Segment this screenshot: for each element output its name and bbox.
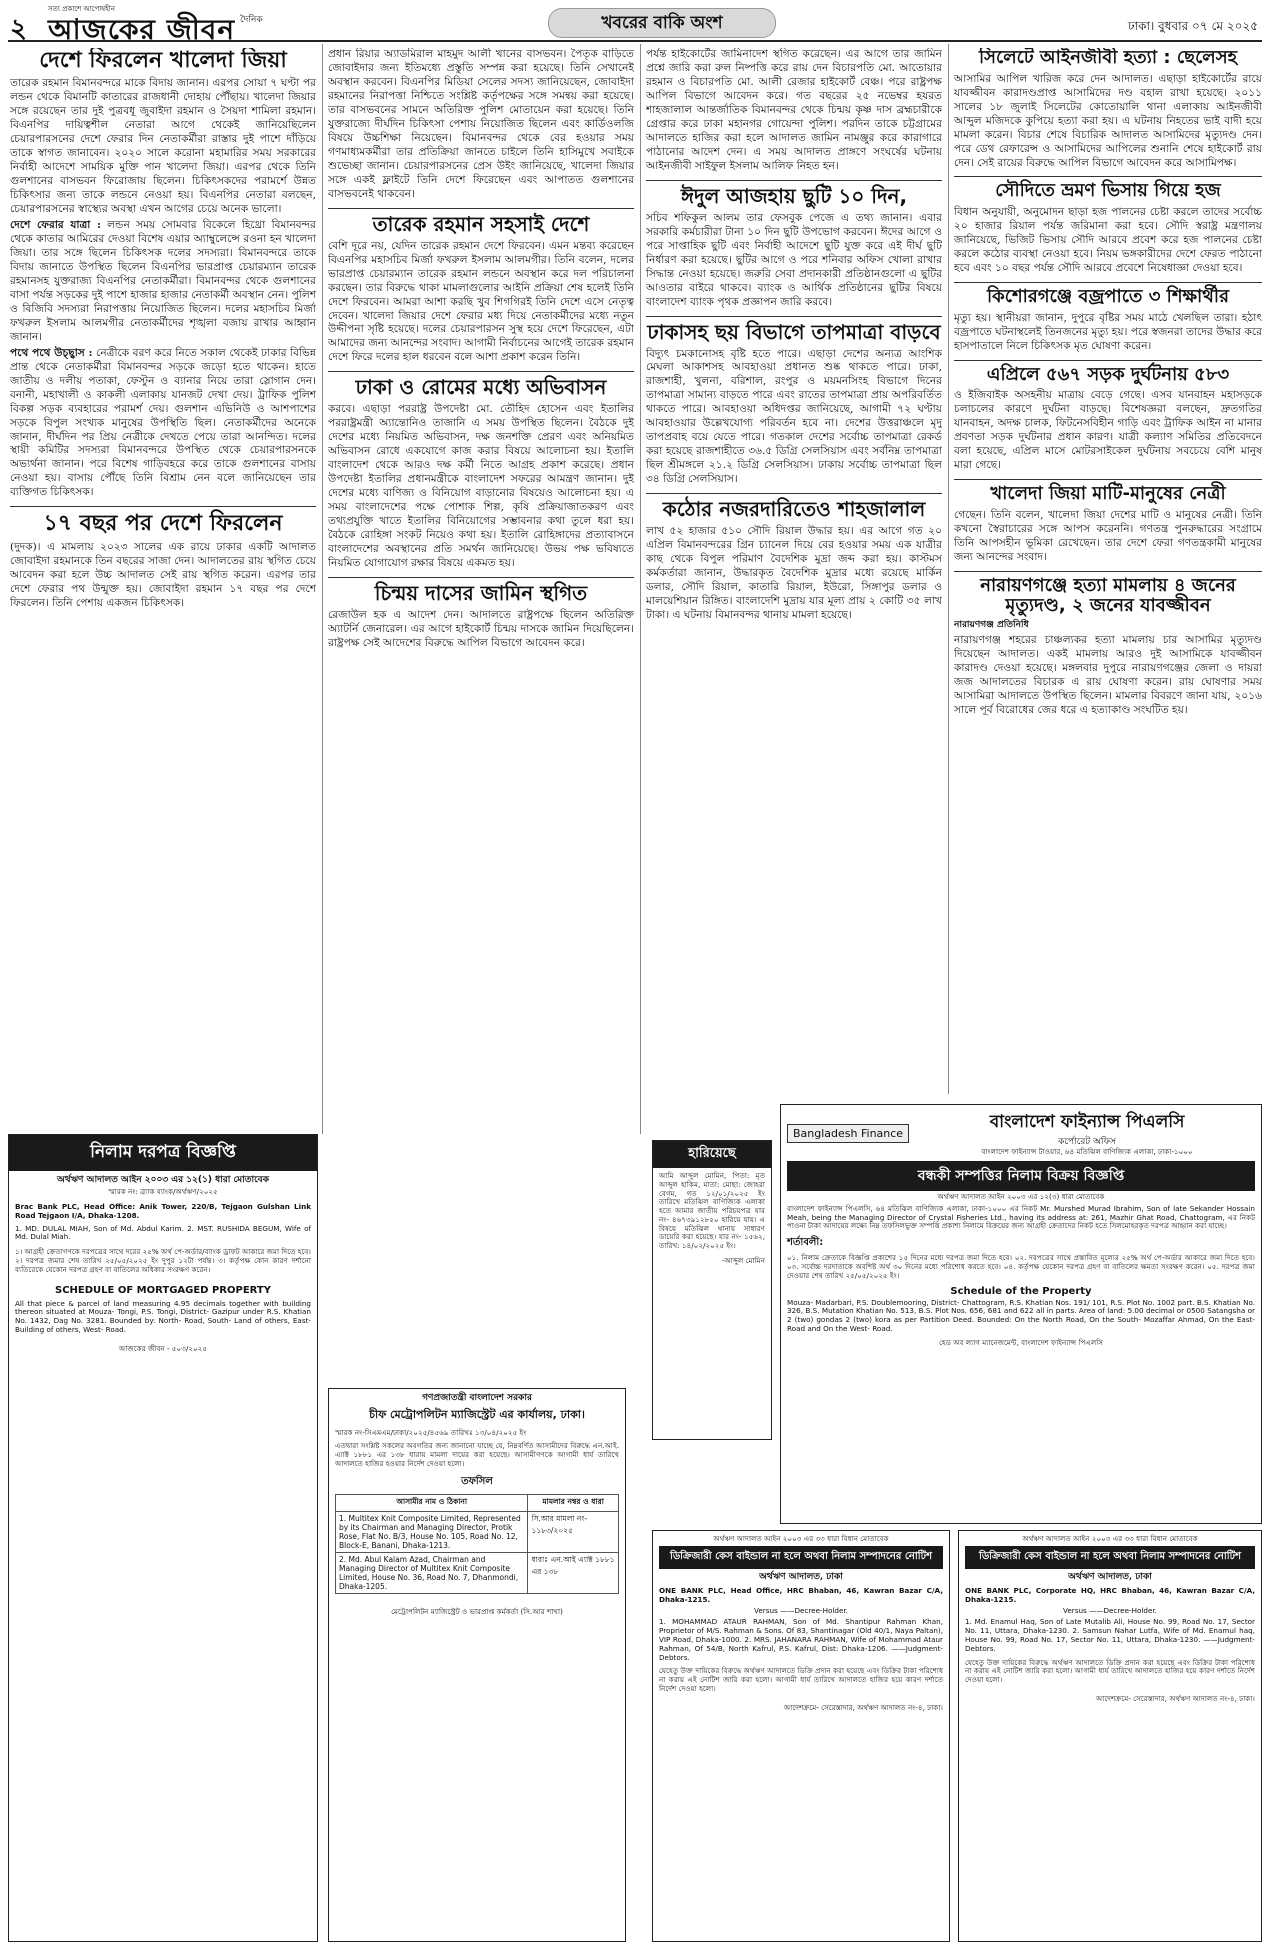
table-title: তফসিল	[461, 1476, 493, 1488]
column-divider	[948, 44, 949, 1094]
headline-saudi-hajj: সৌদিতে ভ্রমণ ভিসায় গিয়ে হজ	[995, 180, 1221, 202]
article-body: বেশি দূরে নয়, যেদিন তারেক রহমান দেশে ফিরবেন। এমন মন্তব্য করেছেন বিএনপির মহাসচিব মির্জা ফখরুল ইসলাম আলমগীর। তিনি বলেন, দলের ভারপ্রাপ্ত চেয়ারম্যান তারেক রহমান লন্ডনে অবস্থান করে দল পরিচালনা করছেন। তার বিরুদ্ধে থাকা মামলাগুলোর আইনি প্রক্রিয়া শেষ হলেই তিনি দেশে ফিরবেন। আমরা আশা করছি খুব শিগগিরই তিনি দেশে এসে নেতৃত্ব দেবেন। খালেদা জিয়ার দেশে ফেরার মধ্য দিয়ে নেতাকর্মীদের মধ্যে নতুন উদ্দীপনা সৃষ্টি হয়েছে। দলের চেয়ারপারসন সুস্থ হয়ে দেশে ফিরেছেন, এটা আমাদের জন্য আনন্দের সংবাদ। আগামী নির্বাচনের আগেই তারেক রহমান দেশে ফিরে দলের হাল ধরবেন বলে আশা প্রকাশ করেন তিনি।	[328, 239, 634, 364]
notice-title: ডিক্রিজারী কেস বাইন্ডাল না হলে অথবা নিলাম সম্পাদনের নোটিশ	[965, 1546, 1255, 1569]
table-cell: সি.আর মামলা নং- ১১৮৩/২০২৫	[528, 1512, 619, 1553]
masthead	[8, 5, 1262, 46]
notice-top: অর্থঋণ আদালত আইন ২০০৩ এর ৩৩ ধারা বিধান মোতাবেক	[1022, 1534, 1198, 1543]
divider	[328, 371, 634, 372]
column-4	[954, 48, 1262, 1100]
divider	[954, 360, 1262, 361]
article-body: করবে। এছাড়া পররাষ্ট্র উপদেষ্টা মো. তৌহিদ হোসেন এবং ইতালির পররাষ্ট্রমন্ত্রী অ্যান্তোনিও তাজানি এ সময় উপস্থিত ছিলেন। বৈঠকে দুই দেশের মধ্যে নিয়মিত অভিবাসন, দক্ষ জনশক্তি প্রেরণ এবং অনিয়মিত অভিবাসন রোধে একযোগে কাজ করার বিষয়ে আলোচনা হয়। ইতালি বাংলাদেশ থেকে আরও দক্ষ কর্মী নিতে আগ্রহ প্রকাশ করেছে। প্রধান উপদেষ্টা ইতালির প্রধানমন্ত্রীকে বাংলাদেশ সফরের আমন্ত্রণ জানান। দুই দেশের মধ্যে বাণিজ্য ও বিনিয়োগ বাড়ানোর বিষয়েও আলোচনা হয়। এ সময় বাংলাদেশের পক্ষে পোশাক শিল্প, কৃষি প্রক্রিয়াজাতকরণ এবং তথ্যপ্রযুক্তি খাতে ইতালির বিনিয়োগের সম্ভাবনার কথা তুলে ধরা হয়। বৈঠকে রোহিঙ্গা সংকট নিয়েও কথা হয়। ইতালি রোহিঙ্গাদের প্রত্যাবাসনে বাংলাদেশের অবস্থানের প্রতি সমর্থন জানিয়েছে। উভয় পক্ষ ভবিষ্যতে নিয়মিত যোগাযোগ রক্ষার বিষয়ে একমত হয়।	[328, 403, 634, 570]
divider	[646, 180, 942, 181]
article-body: নেত্রীকে বরণ করে নিতে সকাল থেকেই ঢাকার বিভিন্ন প্রান্ত থেকে নেতাকর্মীরা বিমানবন্দর সড়কে জড়ো হতে থাকেন। হাতে জাতীয় ও দলীয় পতাকা, ফেস্টুন ও ব্যানার নিয়ে তারা স্লোগান দেন। বনানী, মহাখালী ও কাকলী এলাকায় যানজট দেখা দেয়। ট্রাফিক পুলিশ বিকল্প সড়ক ব্যবহারের পরামর্শ দেয়। গুলশান এভিনিউ ও আশপাশের সড়কে বিপুল সংখ্যক মানুষের উপস্থিতি ছিল। নেতাকর্মীদের অনেকে জানান, দীর্ঘদিন পর প্রিয় নেত্রীকে দেখতে পেয়ে তারা আনন্দিত। দলের স্থায়ী কমিটির সদস্যরা বিমানবন্দরে উপস্থিত থেকে চেয়ারপারসনকে অভ্যর্থনা জানান। পরে বিশেষ গাড়িবহরে করে তাকে গুলশানের বাসায় নেওয়া হয়। বাসায় পৌঁছে তিনি বিশ্রাম নেন বলে জানিয়েছেন তার ব্যক্তিগত চিকিৎসক।	[10, 346, 316, 499]
ad-terms: ১। আগ্রহী ক্রেতাগণকে দরপত্রের সাথে দরের ২৫% অর্থ পে-অর্ডার/ব্যাংক ড্রাফট আকারে জমা দিতে হবে। ২। দরপত্র জমার শেষ তারিখ ২৫/০৫/২০২৫ ইং দুপুর ১২টা পর্যন্ত। ৩। কর্তৃপক্ষ কোন কারণ দর্শানো ব্যতিরেকে যেকোন দরপত্র গ্রহণ বা বাতিলের অধিকার সংরক্ষণ করেন।	[15, 1247, 312, 1274]
column-2	[328, 48, 634, 1378]
lost-sign: -আব্দুল মোমিন	[722, 1256, 765, 1266]
column-3	[646, 48, 942, 1136]
headline-road-accident: এপ্রিলে ৫৬৭ সড়ক দুর্ঘটনায় ৫৮৩	[986, 363, 1230, 385]
ad-footer: মেট্রোপলিটন ম্যাজিস্ট্রেট ও ভারপ্রাপ্ত কর্মকর্তা (সি.আর শাখা)	[391, 1607, 563, 1617]
court-name: অর্থঋণ আদালত, ঢাকা	[759, 1571, 843, 1582]
headline-sylhet: সিলেটে আইনজীবী হত্যা : ছেলেসহ	[978, 48, 1238, 68]
headline-eid-holiday: ঈদুল আজহায় ছুটি ১০ দিন,	[680, 183, 908, 208]
article-body: বিধান অনুযায়ী, অনুমোদন ছাড়া হজ পালনের চেষ্টা করলে তাদের সর্বোচ্চ ২০ হাজার রিয়াল পর্যন্ত জরিমানা করা হবে। সৌদি স্বরাষ্ট্র মন্ত্রণালয় জানিয়েছে, ভিজিট ভিসায় সৌদি আরবে প্রবেশ করে হজ পালনের চেষ্টা করলে কঠোর ব্যবস্থা নেওয়া হবে। নিয়ম ভঙ্গকারীদের দেশে ফেরত পাঠানো হবে এবং ১০ বছর পর্যন্ত সৌদি আরবে প্রবেশে নিষেধাজ্ঞা দেওয়া হবে।	[954, 206, 1262, 275]
schedule-title: Schedule of the Property	[950, 1285, 1092, 1297]
article-body: ও ইজিবাইক অসহনীয় মাত্রায় বেড়ে গেছে। এসব যানবাহন মহাসড়কে চলাচলের কারণে দুর্ঘটনা বাড়ছে। বিশেষজ্ঞরা বলছেন, দ্রুতগতির যানবাহন, অদক্ষ চালক, ফিটনেসবিহীন গাড়ি এবং ট্রাফিক আইন না মানার প্রবণতা সড়ক দুর্ঘটনার প্রধান কারণ। যাত্রী কল্যাণ সমিতির প্রতিবেদনে বলা হয়েছে, এপ্রিল মাসে মোটরসাইকেল দুর্ঘটনায় সবচেয়ে বেশি মানুষ মারা গেছে।	[954, 389, 1262, 472]
schedule-body: Mouza- Madarbari, P.S. Doublemooring, District- Chattogram, R.S. Khatian Nos. 191/ 101, R.S. Plot No. 1002 part. B.S. Khatian No. 326, B.S. Mutation Khatian No. 513, B.S. Plot Nos. 656, 681 and 622 all in parts. Area of land: 5.00 decimal or 0500 Satangsha or 2 (two) gondas 2 (two) kora as per Partition Deed. Bounded: On the North Road, On the South- Mozaffar Ahmad, On the East-Road and On the West- Road.	[787, 1297, 1255, 1333]
decree-notice-ad	[958, 1530, 1262, 1942]
ad-reference: স্মারক নং: ব্র্যাক ব্যাংক/অর্থঋণ/২০২৫	[108, 1187, 218, 1197]
lost-notice-ad	[652, 1140, 772, 1440]
table-cell: 2. Md. Abul Kalam Azad, Chairman and Managing Director of Multitex Knit Composite Limited, House No. 36, Road No. 7, Dhanmondi, Dhaka-1205.	[336, 1553, 528, 1594]
paper-tagline: সত্য প্রকাশে আপোষহীন	[48, 5, 115, 13]
conditions-body: ০১. নিলাম ক্রেতাকে বিজ্ঞপ্তি প্রকাশের ১৫ দিনের মধ্যে দরপত্র জমা দিতে হবে। ০২. দরপত্রের সাথে প্রস্তাবিত মূল্যের ২৫% অর্থ পে-অর্ডার আকারে জমা দিতে হবে। ০৩. সর্বোচ্চ দরদাতাকে অবশিষ্ট অর্থ ৩০ দিনের মধ্যে পরিশোধ করতে হবে। ০৪. কর্তৃপক্ষ যেকোন দরপত্র গ্রহণ বা বাতিলের ক্ষমতা সংরক্ষণ করেন। ০৫. দরপত্র জমা দেওয়ার শেষ তারিখ ২৫/০৫/২০২৫ ইং।	[787, 1253, 1255, 1280]
byline: নারায়ণগঞ্জ প্রতিনিধি	[954, 620, 1029, 631]
headline-shahjalal: কঠোর নজরদারিতেও শাহজালাল	[662, 497, 926, 522]
decree-holder: ONE BANK PLC, Head Office, HRC Bhaban, 46, Kawran Bazar C/A, Dhaka-1215.	[659, 1586, 943, 1604]
schedule-title: SCHEDULE OF MORTGAGED PROPERTY	[55, 1284, 271, 1296]
article-body: লাখ ৫২ হাজার ৫১০ সৌদি রিয়াল উদ্ধার হয়। এর আগে গত ২০ এপ্রিল বিমানবন্দরের গ্রিন চ্যানেল দিয়ে বের হওয়ার সময় এক যাত্রীর কাছ থেকে বিপুল পরিমাণ বৈদেশিক মুদ্রা জব্দ করা হয়। কাস্টমস কর্মকর্তারা জানান, উদ্ধারকৃত বৈদেশিক মুদ্রার মধ্যে রয়েছে মার্কিন ডলার, সৌদি রিয়াল, কাতারি রিয়াল, ইউরো, সিঙ্গাপুর ডলার ও মালয়েশিয়ান রিঙ্গিত। বাংলাদেশি মুদ্রায় যার মূল্য প্রায় ২ কোটি ৩৫ লাখ টাকা। এ ঘটনায় বিমানবন্দর থানায় মামলা হয়েছে।	[646, 525, 942, 621]
article-body: আসামির আপিল খারিজ করে দেন আদালত। এছাড়া হাইকোর্টের রায়ে যাবজ্জীবন কারাদণ্ডপ্রাপ্ত আসামিদের দণ্ড বহাল রাখা হয়েছে। ২০১১ সালের ১৮ জুলাই সিলেটের কোতোয়ালি থানা এলাকায় আইনজীবী আব্দুল মজিদকে কুপিয়ে হত্যা করা হয়। এ ঘটনায় নিহতের ভাই বাদী হয়ে মামলা করেন। বিচার শেষে বিচারিক আদালত আসামিদের মৃত্যুদণ্ড দেন। পরে ডেথ রেফারেন্স ও আসামিদের আপিলের শুনানি শেষে হাইকোর্ট রায় দেন। সেই রায়ের বিরুদ্ধে আপিল বিভাগে আবেদন করে আসামিপক্ষ।	[954, 72, 1262, 169]
notice-body: যেহেতু উক্ত দায়িকের বিরুদ্ধে অর্থঋণ আদালতে ডিক্রি প্রদান করা হয়েছে এবং ডিক্রির টাকা পরিশোধ না করায় এই নোটিশ জারি করা হলো। আগামী ধার্য তারিখে আদালতে হাজির হয়ে কারণ দর্শাতে নির্দেশ দেওয়া হলো।	[659, 1666, 943, 1693]
table-cell: ধারাঃ এন.আই এ্যাক্ট ১৮৮১ এর ১৩৮	[528, 1553, 619, 1594]
column-divider	[322, 44, 323, 1134]
section-title: খবরের বাকি অংশ	[548, 8, 776, 38]
ad-borrower: বাংলাদেশ ফাইন্যান্স পিএলসি, ৬৪ মতিঝিল বাণিজ্যিক এলাকা, ঢাকা-১০০০ এর নিকট Mr. Murshed Murad Ibrahim, Son of late Sekander Hossain Meah, being the Managing Director of Crystal Fisheries Ltd., having its address at: 261, Mazhir Ghat Road, Chattogram, এর নিকট পাওনা টাকা আদায়ের লক্ষ্যে নিম্ন তফসিলভুক্ত সম্পত্তি প্রকাশ্য নিলামে বিক্রয়ের জন্য আগ্রহী ক্রেতাদের নিকট হতে সিলমোহরকৃত দরপত্র আহ্বান করা যাচ্ছে।	[787, 1203, 1255, 1231]
court-name: অর্থঋণ আদালত, ঢাকা	[1068, 1571, 1152, 1582]
notice-body: এতদ্বারা সংশ্লিষ্ট সকলের অবগতির জন্য জানানো যাচ্ছে যে, নিম্নবর্ণিত আসামীদের বিরুদ্ধে এন.আই. এ্যাক্ট ১৮৮১ এর ১৩৮ ধারায় মামলা দায়ের করা হয়েছে। আসামীগণকে আগামী ধার্য তারিখে আদালতে হাজির হওয়ার নির্দেশ দেওয়া হলো।	[335, 1441, 619, 1468]
ad-title: বন্ধকী সম্পত্তির নিলাম বিক্রয় বিজ্ঞপ্তি	[787, 1161, 1255, 1191]
notice-ref: স্মারক নং-সিএমএম/ঢাকা/২০২৫/৪৫৬৯ তারিখঃ ১৩/০৪/২০২৫ ইং	[335, 1428, 527, 1438]
judgment-debtors: 1. MOHAMMAD ATAUR RAHMAN, Son of Md. Shantipur Rahman Khan, Proprietor of M/S. Rahman & Sons. Of 83, Shantinagar (Old 40/1, Naya Paltan), VIP Road, Dhaka-1000. 2. MRS. JAHANARA RAHMAN, Wife of Mohammad Ataur Rahman, Of 54/B, North Kafrul, P.S. Kafrul, Dist: Dhaka-1206. ——Judgment-Debtors.	[659, 1617, 943, 1662]
table-header: আসামীর নাম ও ঠিকানা	[336, 1495, 528, 1512]
notice-body: যেহেতু উক্ত দায়িকের বিরুদ্ধে অর্থঋণ আদালতে ডিক্রি প্রদান করা হয়েছে এবং ডিক্রির টাকা পরিশোধ না করায় এই নোটিশ জারি করা হলো। আগামী ধার্য তারিখে আদালতে হাজির হয়ে কারণ দর্শাতে নির্দেশ দেওয়া হলো।	[965, 1657, 1255, 1685]
table-header: মামলার নম্বর ও ধারা	[528, 1495, 619, 1512]
versus: Versus ——Decree-Holder.	[1063, 1605, 1157, 1615]
article-body: মৃত্যু হয়। স্থানীয়রা জানান, দুপুরে বৃষ্টির সময় মাঠে খেলছিল তারা। হঠাৎ বজ্রপাতে ঘটনাস্থলেই তিনজনের মৃত্যু হয়। পরে স্বজনরা তাদের উদ্ধার করে হাসপাতালে নিলে চিকিৎসক মৃত ঘোষণা করেন।	[954, 311, 1262, 352]
accused-table	[335, 1494, 619, 1594]
article-body: নারায়ণগঞ্জ শহরের চাঞ্চল্যকর হত্যা মামলায় চার আসামির মৃত্যুদণ্ড দিয়েছেন আদালত। একই মামলায় আরও দুই আসামিকে যাবজ্জীবন কারাদণ্ড দেওয়া হয়েছে। মঙ্গলবার দুপুরে নারায়ণগঞ্জের জেলা ও দায়রা জজ আদালতের বিচারক এ রায় ঘোষণা করেন। রায় ঘোষণার সময় আসামিরা আদালতে উপস্থিত ছিলেন। মামলার বিবরণে জানা যায়, ২০১৬ সালে পূর্ব বিরোধের জের ধরে এ হত্যাকাণ্ড সংঘটিত হয়।	[954, 634, 1262, 717]
article-body: তারেক রহমান বিমানবন্দরে মাকে বিদায় জানান। এরপর সোয়া ৭ ঘণ্টা পর লন্ডন থেকে বিমানটি কাতারের রাজধানী দোহায় পৌঁছায়। খালেদা জিয়ার সঙ্গে রয়েছেন তার দুই পুত্রবধূ জুবাইদা রহমান ও সৈয়দা শামিলা রহমান। বিএনপির দায়িত্বশীল নেতারা আগে থেকেই জানিয়েছিলেন চেয়ারপারসনের দেশে ফেরার দিন নেতাকর্মীরা রাস্তার দুই পাশে দাঁড়িয়ে তাকে স্বাগত জানাবেন। ২০২০ সালে করোনা মহামারির সময় সরকারের নির্বাহী আদেশে সাময়িক মুক্তি পান খালেদা জিয়া। এরপর থেকে তিনি গুলশানের বাসভবন ফিরোজায় ছিলেন। চিকিৎসকদের পরামর্শে উন্নত চিকিৎসার জন্য তাকে লন্ডনে নেওয়া হয়। বিএনপির নেতারা বলছেন, চেয়ারপারসনের স্বাস্থ্যের অবস্থা এখন আগের চেয়ে অনেক ভালো।	[10, 77, 316, 216]
divider	[954, 176, 1262, 177]
column-1	[10, 48, 316, 1128]
dateline: ঢাকা। বুধবার ০৭ মে ২০২৫	[1127, 19, 1258, 33]
headline-17-years: ১৭ বছর পর দেশে ফিরলেন	[43, 511, 283, 537]
daily-tag: দৈনিক	[240, 15, 263, 25]
ad-footer: হেড অব ল্যাগ ম্যানেজমেন্ট, বাংলাদেশ ফাইন্যান্স পিএলসি	[938, 1337, 1104, 1347]
divider	[328, 208, 634, 209]
table-row	[336, 1512, 619, 1553]
article-body: রেজাউল হক এ আদেশ দেন। আদালতে রাষ্ট্রপক্ষে ছিলেন অতিরিক্ত অ্যাটর্নি জেনারেল। এর আগে হাইকোর্ট চিন্ময় দাসকে জামিন দিয়েছিলেন। রাষ্ট্রপক্ষ সেই আদেশের বিরুদ্ধে আপিল বিভাগে আবেদন করে।	[328, 609, 634, 649]
article-body: প্রধান রিয়ার অ্যাডমিরাল মাহমুদ আলী খানের বাসভবন। পৈতৃক বাড়িতে জোবাইদার জন্য ইতিমধ্যে প্রস্তুতি সম্পন্ন করা হয়েছে। তিনি সেখানেই অবস্থান করবেন। বিএনপির মিডিয়া সেলের সদস্য জানিয়েছেন, জোবাইদা রহমানের নিরাপত্তা নিশ্চিতে সংশ্লিষ্ট কর্তৃপক্ষের সঙ্গে সমন্বয় করা হয়েছে। তার বাসভবনের সামনে অতিরিক্ত পুলিশ মোতায়েন করা হয়েছে। তিনি যুক্তরাজ্যে দীর্ঘদিন চিকিৎসা পেশায় নিয়োজিত ছিলেন এবং কার্ডিওলজি বিষয়ে উচ্চশিক্ষা নিয়েছেন। বিমানবন্দর থেকে বের হওয়ার সময় গণমাধ্যমকর্মীরা তার প্রতিক্রিয়া জানতে চাইলে তিনি হাসিমুখে সবাইকে শুভেচ্ছা জানান। চেয়ারপারসনের প্রেস উইং জানিয়েছে, খালেদা জিয়ার সঙ্গে একই ফ্লাইটে তিনি দেশে ফিরেছেন এবং আপাতত গুলশানের বাসভবনেই থাকবেন।	[328, 48, 634, 200]
company-office: কর্পোরেট অফিস	[1058, 1137, 1116, 1147]
company-logo: Bangladesh Finance	[787, 1124, 909, 1143]
column-divider	[640, 44, 641, 1134]
article-body: (দুদক)। এ মামলায় ২০২৩ সালের এক রায়ে ঢাকার একটি আদালত জোবাইদা রহমানকে তিন বছরের সাজা দেন। আদালতের রায় স্থগিত চেয়ে আবেদন করা হলে উচ্চ আদালত সেই রায় স্থগিত করেন। এরপর তার দেশে ফেরার পথ উন্মুক্ত হয়। জোবাইদা রহমান ১৭ বছর পর দেশে ফিরলেন। তিনি পেশায় একজন চিকিৎসক।	[10, 540, 316, 609]
ad-footer: আজকের জীবন - ৫০৩/২০২৫	[118, 1343, 208, 1353]
divider	[954, 479, 1262, 480]
notice-footer: আদেশক্রমে- সেরেস্তাদার, অর্থঋণ আদালত নং-৪, ঢাকা।	[1096, 1693, 1255, 1703]
divider	[328, 577, 634, 578]
ad-subtitle: অর্থঋণ আদালত আইন ২০০৩ এর ১২(১) ধারা মোতাবেক	[56, 1175, 269, 1185]
subhead: পথে পথে উচ্ছ্বাস :	[10, 346, 93, 359]
ad-bank: Brac Bank PLC, Head Office: Anik Tower, 220/B, Tejgaon Gulshan Link Road Tejgaon I/A, Dhaka-1208.	[15, 1202, 311, 1220]
headline-chinmoy: চিন্ময় দাসের জামিন স্থগিত	[374, 581, 588, 605]
notice-title: ডিক্রিজারী কেস বাইন্ডাল না হলে অথবা নিলাম সম্পাদনের নোটিশ	[659, 1546, 943, 1569]
article-body: সচিব শফিকুল আলম তার ফেসবুক পেজে এ তথ্য জানান। এবার সরকারি কর্মচারীরা টানা ১০ দিন ছুটি উপভোগ করবেন। ঈদের আগে ও পরে সাপ্তাহিক ছুটি এবং নির্বাহী আদেশে ছুটি যুক্ত করে এই দীর্ঘ ছুটি নির্ধারণ করা হয়েছে। ছুটির আগে ও পরে শনিবার অফিস খোলা রাখার সিদ্ধান্ত নেওয়া হয়েছে। জরুরি সেবা প্রদানকারী প্রতিষ্ঠানগুলো এ ছুটির আওতার বাইরে থাকবে। ব্যাংক ও আর্থিক প্রতিষ্ঠানের ছুটির বিষয়ে বাংলাদেশ ব্যাংক পৃথক প্রজ্ঞাপন জারি করবে।	[646, 211, 942, 308]
judgment-debtors: 1. Md. Enamul Haq, Son of Late Mutalib Ali, House No. 99, Road No. 17, Sector No. 11, Uttara, Dhaka-1230. 2. Samsun Nahar Lutfa, Wife of Md. Enamul haq, House No. 99, Road No. 17, Sector No. 11, Uttara, Dhaka-1230. ——Judgment-Debtors.	[965, 1617, 1255, 1653]
court-notice-ad	[328, 1388, 626, 1942]
table-cell: 1. Multitex Knit Composite Limited, Represented by its Chairman and Managing Director, Protik Rose, Flat No. B/3, House No. 105, Road No. 12, Block-E, Banani, Dhaka-1213.	[336, 1512, 528, 1553]
decree-notice-ad	[652, 1530, 950, 1942]
headline-temperature: ঢাকাসহ ছয় বিভাগে তাপমাত্রা বাড়বে	[647, 319, 941, 344]
headline-tarique: তারেক রহমান সহসাই দেশে	[372, 211, 590, 236]
divider	[646, 493, 942, 494]
ad-borrowers: 1. MD. DULAL MIAH, Son of Md. Abdul Karim. 2. MST. RUSHIDA BEGUM, Wife of Md. Dulal Miah.	[15, 1223, 311, 1242]
headline-dhaka-rome: ঢাকা ও রোমের মধ্যে অভিবাসন	[355, 375, 607, 400]
ad-intro: অর্থঋণ আদালত আইন ২০০৩ এর ১২(৩) ধারা মোতাবেক	[937, 1192, 1105, 1202]
decree-holder: ONE BANK PLC, Corporate HQ, HRC Bhaban, 46, Kawran Bazar C/A, Dhaka-1215.	[965, 1586, 1255, 1604]
lost-title: হারিয়েছে	[653, 1141, 771, 1168]
ad-title: নিলাম দরপত্র বিজ্ঞপ্তি	[9, 1135, 317, 1171]
page-number: ২	[10, 14, 27, 44]
divider	[646, 316, 942, 317]
article-body: লন্ডন সময় সোমবার বিকেলে হিথ্রো বিমানবন্দর থেকে কাতার আমিরের দেওয়া বিশেষ এয়ার অ্যাম্বুলেন্সে রওনা হন খালেদা জিয়া। তার সঙ্গে ছিলেন চিকিৎসক দলের সদস্যরা। বিমানবন্দরে তাকে বিদায় জানাতে উপস্থিত ছিলেন বিএনপির ভারপ্রাপ্ত চেয়ারম্যান তারেক রহমানসহ যুক্তরাজ্য বিএনপির নেতাকর্মীরা। বিমানবন্দর থেকে গুলশানের বাসা পর্যন্ত সড়কের দুই পাশে হাজার হাজার নেতাকর্মী অবস্থান নেন। পুলিশ ও বিজিবি সদস্যরা নিরাপত্তায় নিয়োজিত ছিলেন। দলের মহাসচিব মির্জা ফখরুল ইসলাম আলমগীর নেতাকর্মীদের শৃঙ্খলা বজায় রাখার আহ্বান জানান।	[10, 218, 316, 343]
notice-top: অর্থঋণ আদালত আইন ২০০৩ এর ৩৩ ধারা বিধান মোতাবেক	[713, 1534, 889, 1543]
article-body: গেছেন। তিনি বলেন, খালেদা জিয়া দেশের মাটি ও মানুষের নেত্রী। তিনি কখনো স্বৈরাচারের সঙ্গে আপস করেননি। গণতন্ত্র পুনরুদ্ধারের সংগ্রামে তিনি আপসহীন ভূমিকা রেখেছেন। তার দেশে ফেরা গণতন্ত্রকামী মানুষের জন্য আনন্দের সংবাদ।	[954, 508, 1262, 563]
headline-narayanganj: নারায়ণগঞ্জে হত্যা মামলায় ৪ জনের মৃত্যুদণ্ড, ২ জনের যাবজ্জীবন	[980, 574, 1236, 617]
company-address: বাংলাদেশ ফাইন্যান্স টাওয়ার, ৬৪ মতিঝিল বাণিজ্যিক এলাকা, ঢাকা-১০০০	[981, 1147, 1193, 1157]
divider	[10, 506, 316, 507]
schedule-body: All that piece & parcel of land measuring 4.95 decimals together with building thereon situated at Mouza- Tongi, P.S. Tongi, District- Gazipur under R.S. Khatian No. 1432, Dag No. 3281. Bounded by: North- Road, South- Land of others, East- Building of others, West- Road.	[15, 1298, 311, 1334]
court-office: চীফ মেট্রোপলিটন ম্যাজিস্ট্রেট এর কার্যালয়, ঢাকা।	[369, 1408, 585, 1422]
govt-header: গণপ্রজাতন্ত্রী বাংলাদেশ সরকার	[422, 1393, 532, 1403]
lost-body: আমি আব্দুল মোমিন, পিতা: মৃত আব্দুল হাকিম, মাতা: মোছা: জোহরা বেগম, গত ১২/০১/২০২৫ ইং তারিখে মতিঝিল বাণিজ্যিক এলাকা হতে আমার জাতীয় পরিচয়পত্র যার নং- ৪৬৭৩৯১২৮৫০ হারিয়ে যায়। এ বিষয়ে মতিঝিল থানায় সাধারণ ডায়েরি করা হয়েছে। যার নং- ১৫৬২, তারিখ: ১৪/০২/২০২৫ ইং।	[659, 1171, 765, 1251]
article-body: বিদ্যুৎ চমকানোসহ বৃষ্টি হতে পারে। এছাড়া দেশের অন্যত্র আংশিক মেঘলা আকাশসহ আবহাওয়া প্রধানত শুষ্ক থাকতে পারে। ঢাকা, রাজশাহী, খুলনা, বরিশাল, রংপুর ও ময়মনসিংহ বিভাগে দিনের তাপমাত্রা সামান্য বাড়তে পারে এবং রাতের তাপমাত্রা প্রায় অপরিবর্তিত থাকতে পারে। আবহাওয়া অধিদপ্তর জানিয়েছে, আগামী ৭২ ঘণ্টায় আবহাওয়ার উল্লেখযোগ্য পরিবর্তন হবে না। দেশের উত্তরাঞ্চলে মৃদু তাপপ্রবাহ বয়ে যেতে পারে। গতকাল দেশের সর্বোচ্চ তাপমাত্রা রেকর্ড করা হয়েছে রাজশাহীতে ৩৬.৫ ডিগ্রি সেলসিয়াস এবং সর্বনিম্ন তাপমাত্রা ছিল শ্রীমঙ্গলে ২১.২ ডিগ্রি সেলসিয়াস। ঢাকায় সর্বোচ্চ তাপমাত্রা ছিল ৩৪ ডিগ্রি সেলসিয়াস।	[646, 347, 942, 486]
headline-khaleda-return: দেশে ফিরলেন খালেদা জিয়া	[39, 48, 287, 73]
auction-notice-ad	[8, 1134, 318, 1942]
subhead: দেশে ফেরার যাত্রা :	[10, 218, 101, 231]
headline-kishoreganj: কিশোরগঞ্জে বজ্রপাতে ৩ শিক্ষার্থীর	[987, 286, 1229, 307]
divider	[954, 571, 1262, 572]
divider	[954, 282, 1262, 283]
headline-khaleda-leader: খালেদা জিয়া মাটি-মানুষের নেত্রী	[990, 483, 1226, 505]
notice-footer: আদেশক্রমে- সেরেস্তাদার, অর্থঋণ আদালত নং-৪, ঢাকা।	[784, 1702, 943, 1712]
table-row	[336, 1553, 619, 1594]
company-name: বাংলাদেশ ফাইন্যান্স পিএলসি	[989, 1112, 1185, 1132]
versus: Versus ——Decree-Holder.	[754, 1605, 848, 1615]
conditions-title: শর্তাবলী:	[787, 1237, 824, 1249]
paper-name: আজকের জীবন	[48, 13, 236, 46]
bangladesh-finance-ad	[780, 1104, 1262, 1524]
article-body: পর্যন্ত হাইকোর্টের জামিনাদেশ স্থগিত করেছেন। এর আগে তার জামিন প্রশ্নে জারি করা রুল নিষ্পত্তি করে রায় দেন বিচারপতি মো. আতোয়ার রহমান ও বিচারপতি মো. আলী রেজার হাইকোর্ট বেঞ্চ। পরে রাষ্ট্রপক্ষ আপিল বিভাগে আবেদন করে। গত বছরের ২৫ নভেম্বর হযরত শাহজালাল আন্তর্জাতিক বিমানবন্দর থেকে চিন্ময় কৃষ্ণ দাস ব্রহ্মচারীকে গ্রেপ্তার করে ঢাকা মহানগর গোয়েন্দা পুলিশ। পরদিন তাকে চট্টগ্রামের আদালতে হাজির করা হলে আদালত জামিন নামঞ্জুর করে কারাগারে পাঠানোর আদেশ দেন। এ সময় আদালত প্রাঙ্গণে সংঘর্ষের ঘটনায় আইনজীবী সাইফুল ইসলাম আলিফ নিহত হন।	[646, 48, 942, 172]
